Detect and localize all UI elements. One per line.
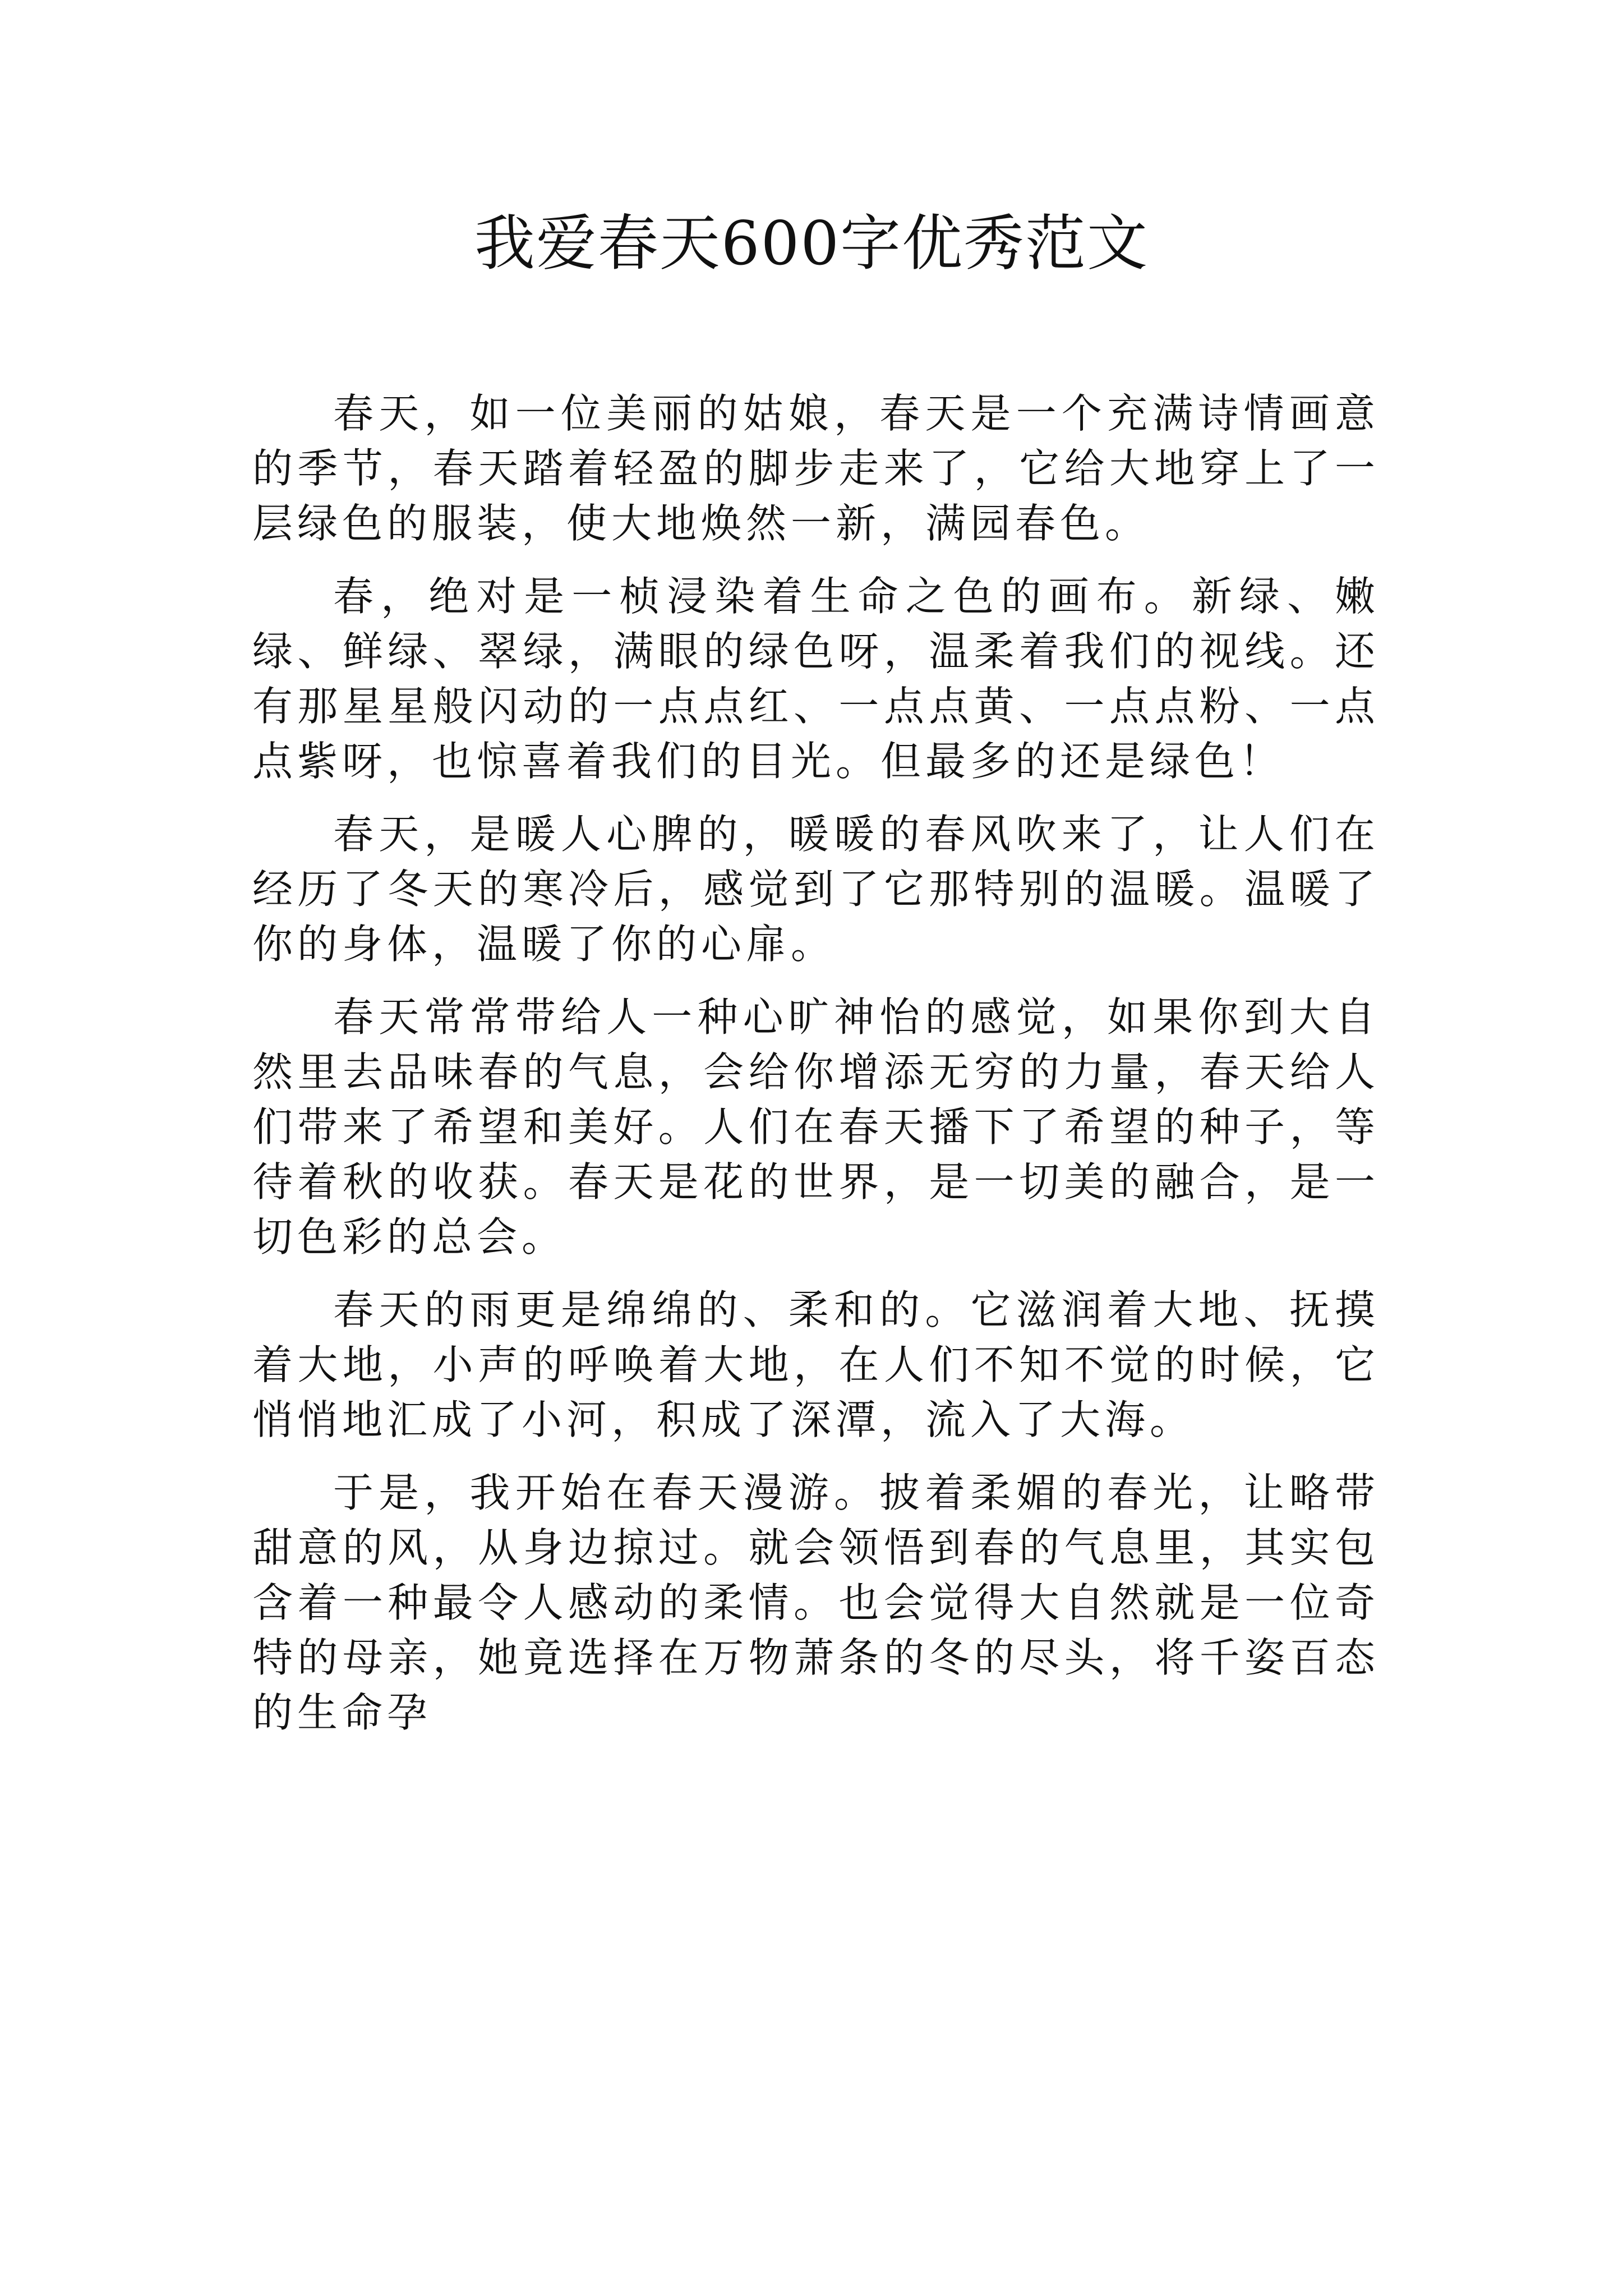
paragraph-3: 春天，是暖人心脾的，暖暖的春风吹来了，让人们在经历了冬天的寒冷后，感觉到了它那特别的温暖。温暖了你的身体，温暖了你的心扉。 [252, 811, 1380, 968]
document-title: 我爱春天600字优秀范文 [474, 209, 1149, 279]
document-body [252, 386, 1380, 1758]
paragraph-6: 于是，我开始在春天漫游。披着柔媚的春光，让略带甜意的风，从身边掠过。就会领悟到春的气息里，其实包含着一种最令人感动的柔情。也会觉得大自然就是一位奇特的母亲，她竟选择在万物萧条的冬的尽头，将千姿百态的生命孕 [252, 1469, 1380, 1736]
paragraph-1: 春天，如一位美丽的姑娘，春天是一个充满诗情画意的季节，春天踏着轻盈的脚步走来了，它给大地穿上了一层绿色的服装，使大地焕然一新，满园春色。 [252, 390, 1380, 547]
paragraph-5: 春天的雨更是绵绵的、柔和的。它滋润着大地、抚摸着大地，小声的呼唤着大地，在人们不知不觉的时候，它悄悄地汇成了小河，积成了深潭，流入了大海。 [252, 1286, 1380, 1443]
paragraph-2: 春，绝对是一桢浸染着生命之色的画布。新绿、嫩绿、鲜绿、翠绿，满眼的绿色呀，温柔着我们的视线。还有那星星般闪动的一点点红、一点点黄、一点点粉、一点点紫呀，也惊喜着我们的目光。但最多的还是绿色！ [252, 573, 1380, 785]
paragraph-4: 春天常常带给人一种心旷神怡的感觉，如果你到大自然里去品味春的气息，会给你增添无穷的力量，春天给人们带来了希望和美好。人们在春天播下了希望的种子，等待着秋的收获。春天是花的世界，是一切美的融合，是一切色彩的总会。 [252, 993, 1380, 1260]
